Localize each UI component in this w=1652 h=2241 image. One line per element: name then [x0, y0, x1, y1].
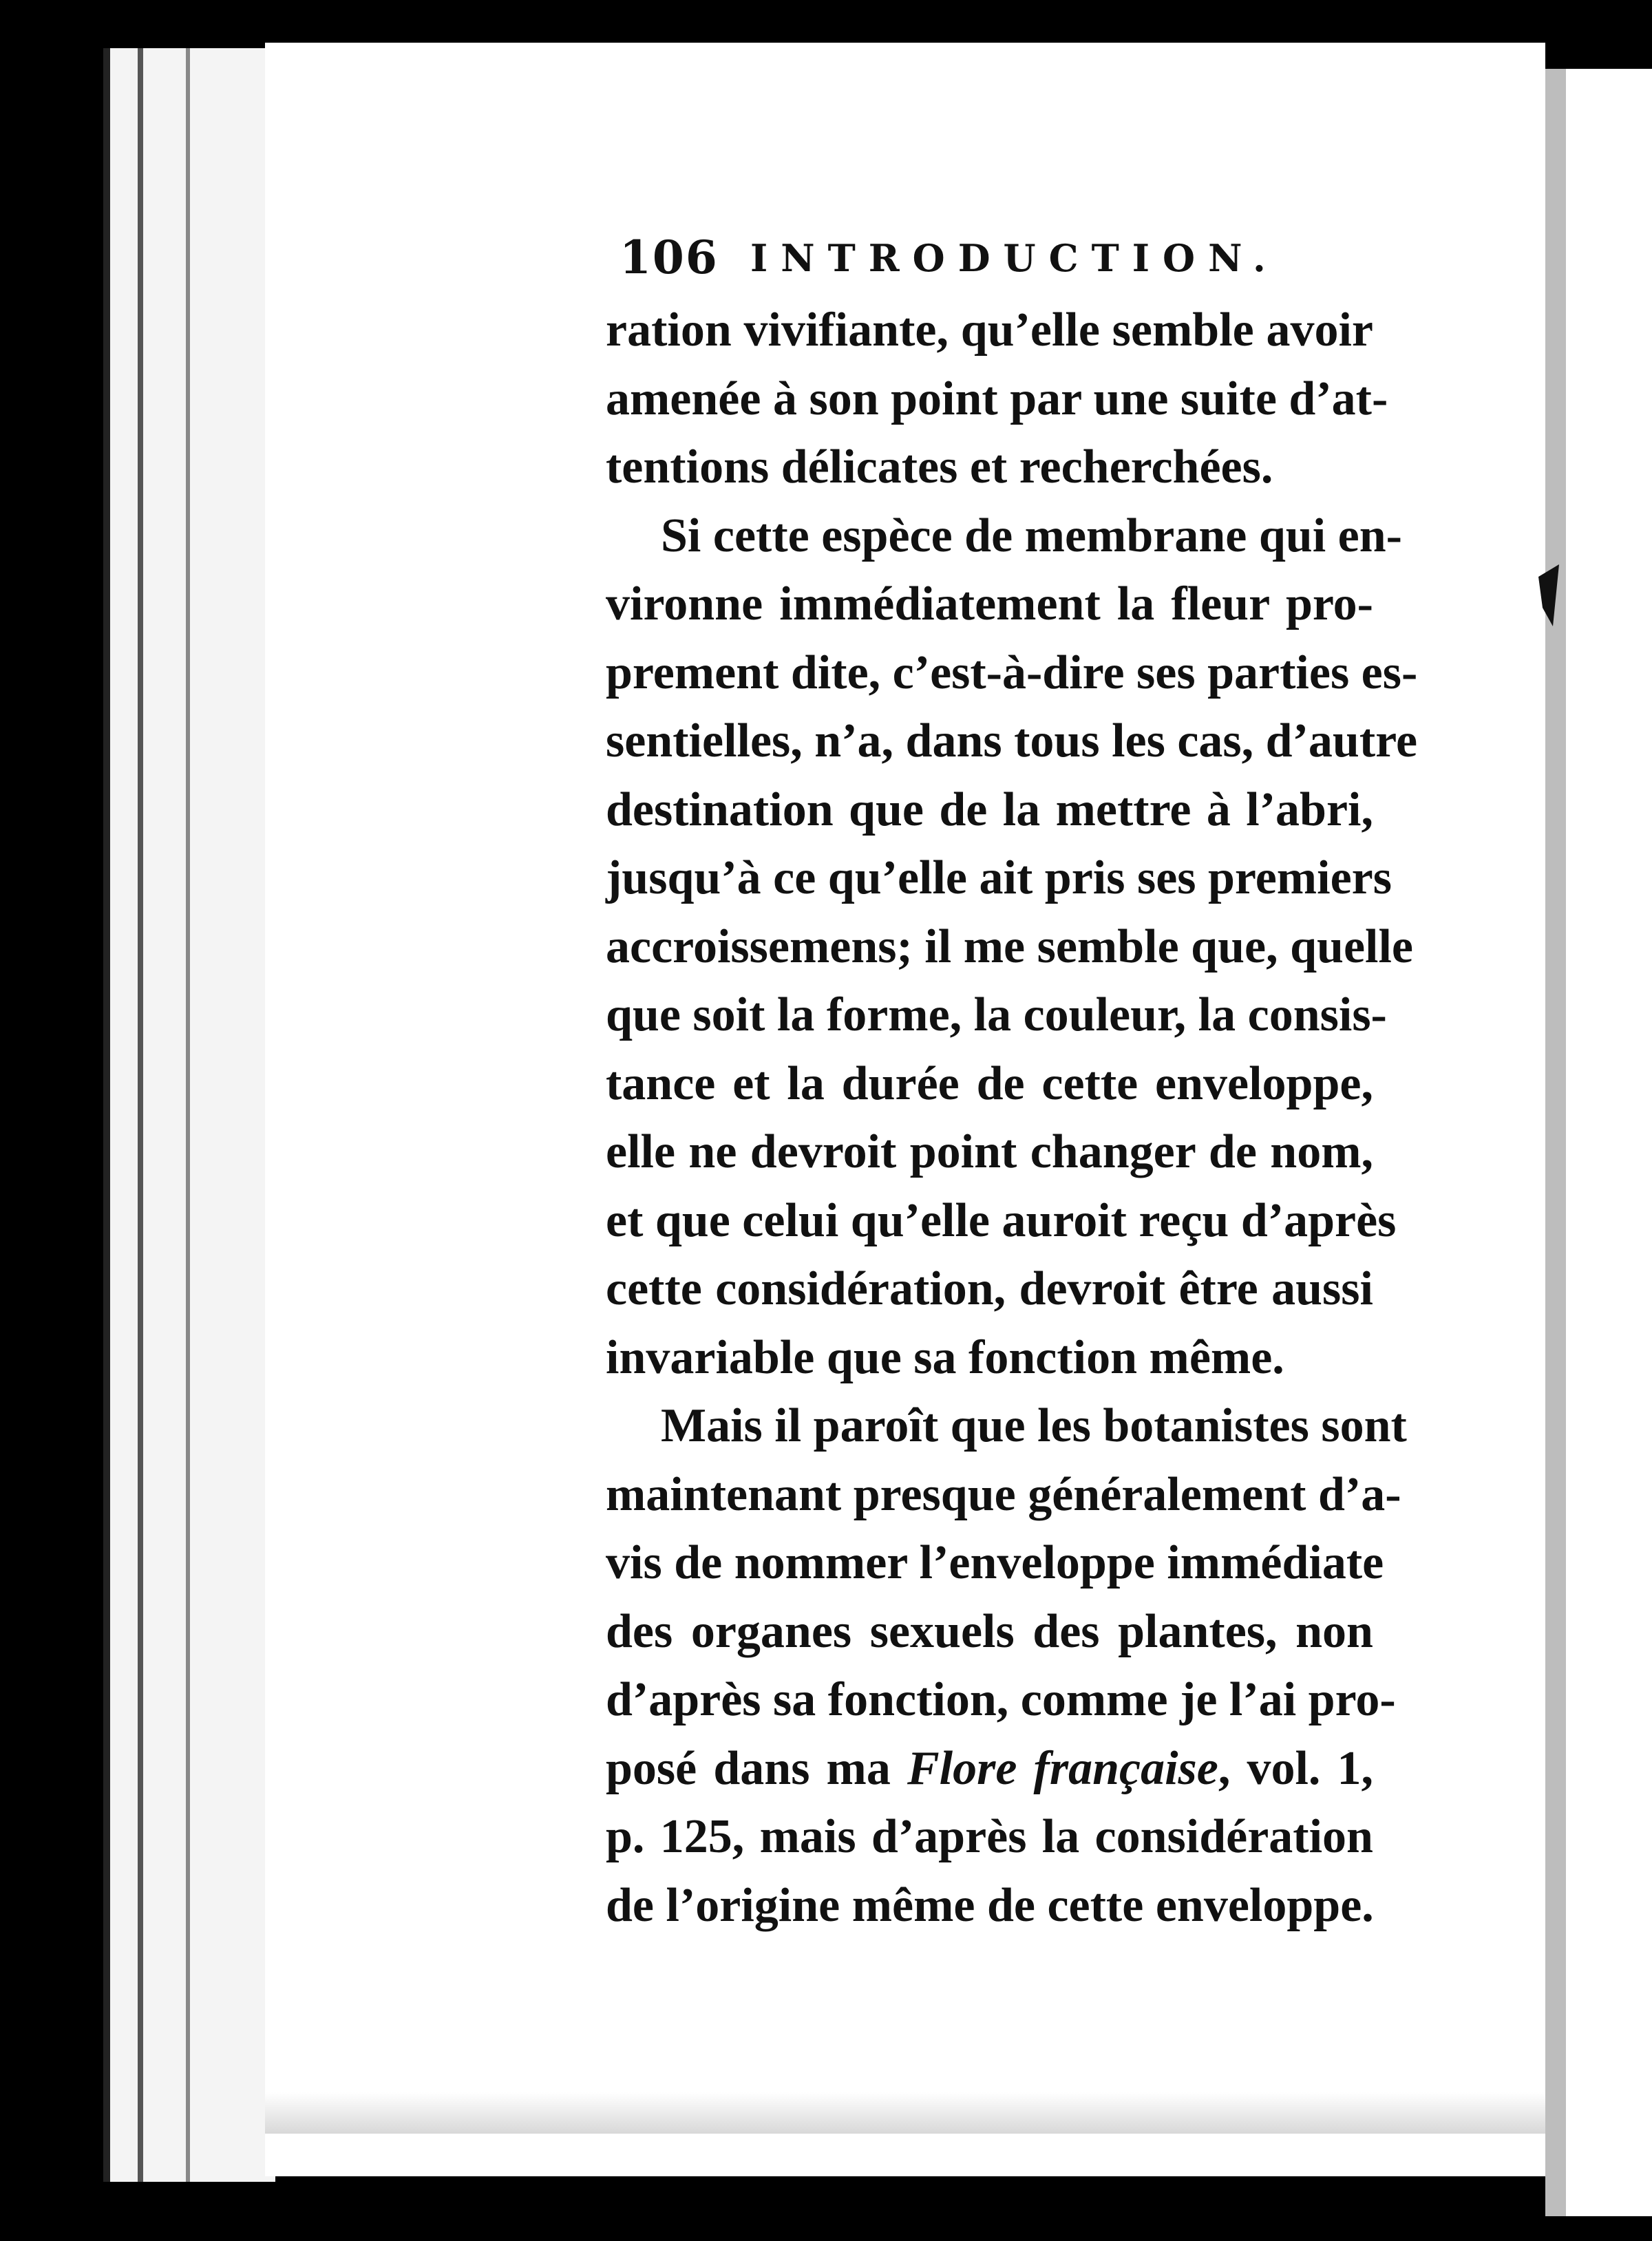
page-number: 106: [620, 231, 719, 284]
running-title: INTRODUCTION.: [750, 236, 1279, 280]
text-line: prement dite, c’est-à-dire ses parties es-: [606, 646, 1418, 699]
text-line: sentielles, n’a, dans tous les cas, d’autre: [606, 714, 1418, 767]
text-line: tentions délicates et recherchées.: [606, 440, 1273, 493]
text-line: Mais il paroît que les botanistes sont: [661, 1399, 1407, 1452]
text-line: tance et la durée de cette enveloppe,: [606, 1056, 1373, 1110]
text-line: ration vivifiante, qu’elle semble avoir: [606, 304, 1373, 357]
text-line: vis de nommer l’enveloppe immédiate: [606, 1536, 1384, 1589]
text-line: accroissemens; il me semble que, quelle: [606, 920, 1413, 973]
text-line: [606, 1734, 1373, 1803]
text-line: d’après sa fonction, comme je l’ai pro-: [606, 1673, 1396, 1726]
text-line: et que celui qu’elle auroit reçu d’après: [606, 1193, 1397, 1247]
body-text: [606, 296, 1418, 1940]
text-line: vironne immédiatement la fleur pro-: [606, 577, 1373, 630]
text-line: invariable que sa fonction même.: [606, 1330, 1284, 1384]
line-text: posé dans ma: [606, 1741, 907, 1795]
text-line: jusqu’à ce qu’elle ait pris ses premiers: [606, 851, 1392, 904]
text-line: amenée à son point par une suite d’at-: [606, 372, 1388, 425]
text-line: de l’origine même de cette enveloppe.: [606, 1878, 1374, 1932]
right-page-edge: [1545, 69, 1566, 2216]
running-head: [620, 231, 1370, 296]
page-bottom-shadow: [265, 2092, 1545, 2134]
left-page-edges: [103, 48, 275, 2182]
text-line: p. 125, mais d’après la considération: [606, 1810, 1373, 1863]
text-line: destination que de la mettre à l’abri,: [606, 783, 1373, 836]
text-line: Si cette espèce de membrane qui en-: [661, 509, 1402, 562]
book-title-italic: Flore française: [907, 1741, 1218, 1795]
text-line: cette considération, devroit être aussi: [606, 1262, 1373, 1315]
line-text: , vol. 1,: [1218, 1741, 1374, 1795]
text-line: que soit la forme, la couleur, la consis-: [606, 988, 1387, 1041]
text-line: des organes sexuels des plantes, non: [606, 1604, 1373, 1658]
text-line: elle ne devroit point changer de nom,: [606, 1125, 1373, 1178]
facing-page: [1566, 69, 1652, 2216]
text-line: maintenant presque généralement d’a-: [606, 1467, 1401, 1521]
